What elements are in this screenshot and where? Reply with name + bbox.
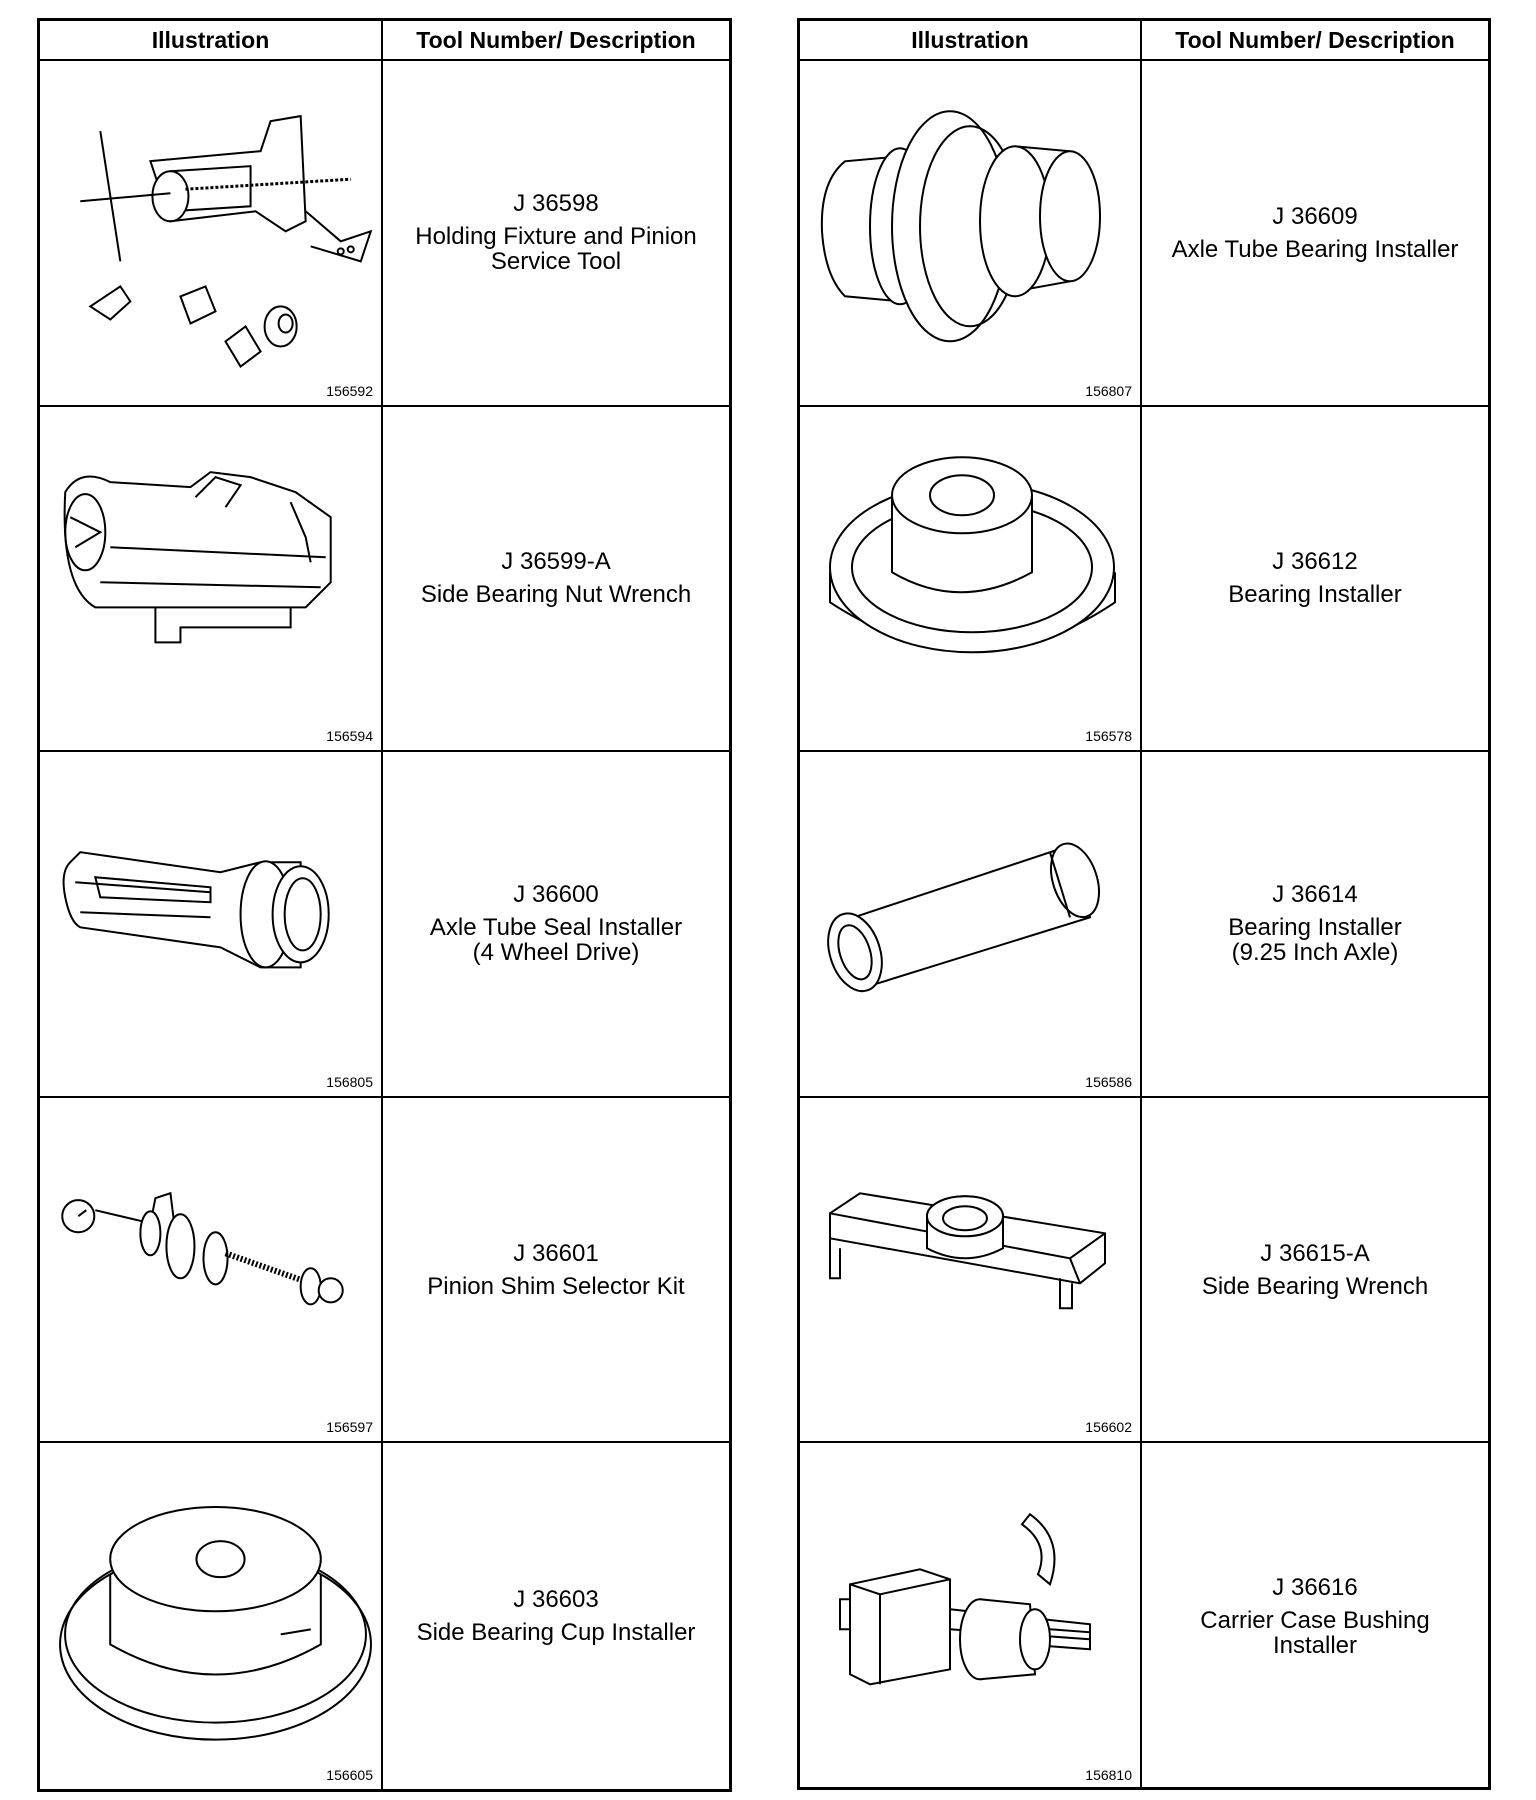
table-row [800,752,1488,1098]
illustration-cell [800,61,1142,405]
description-cell [1142,752,1488,1096]
tool-table-left [37,18,732,1792]
tool-description: Carrier Case Bushing [1200,1606,1430,1634]
header-illustration: Illustration [40,21,383,59]
description-cell [383,752,729,1096]
table-row [800,1098,1488,1444]
tool-description-line2: Installer [1272,1631,1358,1659]
holding-fixture-icon [40,61,381,405]
illustration-cell [40,752,383,1096]
tool-table-right [797,18,1491,1790]
illustration-cell [800,752,1142,1096]
illustration-cell [40,1443,383,1789]
description-cell [383,407,729,751]
description-cell [383,1443,729,1789]
tool-description: Bearing Installer [1228,914,1402,942]
figure-number: 156594 [326,728,373,745]
header-tool-description: Tool Number/ Description [416,26,696,53]
illustration-cell [40,1098,383,1442]
tube-bearing-installer-icon [800,61,1140,405]
table-row [40,752,729,1098]
table-row [40,1098,729,1444]
table-row [800,407,1488,753]
table-row [40,61,729,407]
header-illustration: Illustration [800,21,1142,59]
tool-description-line2: (4 Wheel Drive) [472,939,640,967]
table-header [800,21,1488,61]
tool-number: J 36615-A [1260,1239,1370,1267]
tool-number: J 36601 [513,1239,599,1267]
table-row [40,1443,729,1789]
illustration-cell [800,1098,1142,1442]
side-bearing-wrench-icon [800,1098,1140,1442]
description-cell [383,1098,729,1442]
tool-number: J 36599-A [501,548,611,576]
illustration-cell [40,61,383,405]
tool-number: J 36612 [1272,548,1358,576]
tool-description-line2: Service Tool [490,248,622,276]
table-row [800,1443,1488,1789]
tool-description: Axle Tube Bearing Installer [1171,235,1459,263]
tool-description: Pinion Shim Selector Kit [427,1272,685,1300]
description-cell [1142,1443,1488,1789]
tool-description: Bearing Installer [1228,581,1402,609]
cylinder-installer-icon [800,752,1140,1096]
bushing-installer-icon [800,1443,1140,1789]
figure-number: 156807 [1085,382,1132,399]
shim-selector-icon [40,1098,381,1442]
tool-number: J 36609 [1272,202,1358,230]
figure-number: 156810 [1085,1766,1132,1783]
figure-number: 156605 [326,1766,373,1783]
illustration-cell [800,1443,1142,1789]
tool-description: Axle Tube Seal Installer [429,914,683,942]
tool-number: J 36616 [1272,1573,1358,1601]
description-cell [1142,1098,1488,1442]
seal-installer-icon [40,752,381,1096]
tool-description-line2: (9.25 Inch Axle) [1231,939,1399,967]
header-tool-description: Tool Number/ Description [1175,26,1455,53]
bearing-installer-icon [800,407,1140,751]
figure-number: 156592 [326,382,373,399]
description-cell [1142,61,1488,405]
illustration-cell [800,407,1142,751]
table-row [40,407,729,753]
tool-description: Side Bearing Cup Installer [416,1619,696,1647]
tool-number: J 36603 [513,1586,599,1614]
table-row [800,61,1488,407]
tool-description: Side Bearing Nut Wrench [420,581,692,609]
table-header [40,21,729,61]
illustration-cell [40,407,383,751]
figure-number: 156805 [326,1073,373,1090]
figure-number: 156578 [1085,728,1132,745]
description-cell [1142,407,1488,751]
figure-number: 156597 [326,1419,373,1436]
tool-description: Side Bearing Wrench [1201,1272,1429,1300]
description-cell [383,61,729,405]
figure-number: 156586 [1085,1073,1132,1090]
tool-number: J 36600 [513,881,599,909]
figure-number: 156602 [1085,1419,1132,1436]
cup-installer-icon [40,1443,381,1789]
tool-description: Holding Fixture and Pinion [415,223,697,251]
tool-number: J 36614 [1272,881,1358,909]
nut-wrench-icon [40,407,381,751]
tool-number: J 36598 [513,190,599,218]
